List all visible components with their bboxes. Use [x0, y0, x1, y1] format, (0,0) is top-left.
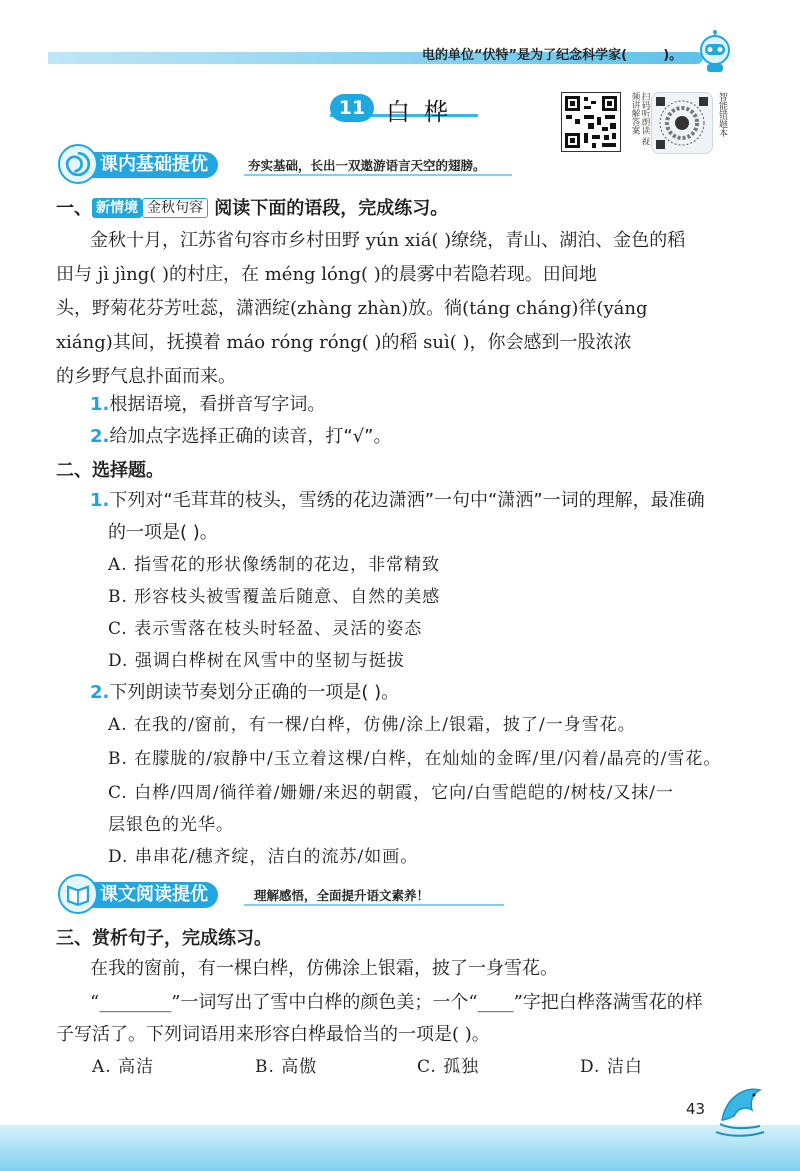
- choice-option-continuation: 层银色的光华。: [108, 815, 234, 835]
- choice-option[interactable]: C. 孤独: [417, 1057, 480, 1077]
- dolphin-icon: [712, 1080, 768, 1140]
- q3-body: 子写活了。下列词语用来形容白桦最恰当的一项是( )。: [56, 1024, 490, 1045]
- q1-sub-item: 2.给加点字选择正确的读音，打“√”。: [90, 426, 392, 447]
- passage-line: 田与 jì jìng( )的村庄，在 méng lóng( )的晨雾中若隐若现。田间地: [56, 264, 597, 285]
- passage-line: xiáng)其间，抚摸着 máo róng róng( )的稻 suì( )，你会感到一股浓浓: [56, 332, 632, 353]
- header-note: 电的单位“伏特”是为了纪念科学家( )。: [422, 48, 683, 63]
- q3-heading: 三、赏析句子，完成练习。: [56, 928, 272, 949]
- passage-line: 的乡野气息扑面而来。: [56, 366, 236, 387]
- choice-option[interactable]: B. 高傲: [255, 1057, 318, 1077]
- choice-option[interactable]: B. 形容枝头被雪覆盖后随意、自然的美感: [108, 587, 441, 607]
- passage-line: 金秋十月，江苏省句容市乡村田野 yún xiá( )缭绕，青山、湖泊、金色的稻: [90, 230, 686, 251]
- lesson-number-badge: 11: [330, 94, 374, 122]
- choice-option[interactable]: D. 洁白: [580, 1057, 643, 1077]
- quoted-sentence: 在我的窗前，有一棵白桦，仿佛涂上银霜，披了一身雪花。: [90, 958, 558, 979]
- section-header-reading: [64, 882, 514, 908]
- qr-caption: 扫码听朗读 视频讲解答案: [630, 92, 650, 146]
- choice-option[interactable]: A. 高洁: [92, 1057, 155, 1077]
- section-label: 课文阅读提优: [64, 882, 218, 908]
- q1-heading: [56, 194, 448, 220]
- choice-option[interactable]: C. 表示雪落在枝头时轻盈、灵活的姿态: [108, 619, 423, 639]
- q2-heading: 二、选择题。: [56, 460, 164, 481]
- choice-option[interactable]: D. 强调白桦树在风雪中的坚韧与挺拔: [108, 651, 405, 671]
- q2-item-stem: 2.下列朗读节奏划分正确的一项是( )。: [90, 682, 400, 703]
- section-underline: [244, 174, 512, 176]
- q2-item-stem: 的一项是( )。: [108, 522, 218, 543]
- page-number: 43: [686, 1100, 706, 1118]
- q1-sub-item: 1.根据语境，看拼音写字词。: [90, 394, 326, 415]
- choice-option[interactable]: A. 在我的/窗前，有一棵/白桦，仿佛/涂上/银霜，披了/一身雪花。: [108, 715, 636, 735]
- choice-option[interactable]: D. 串串花/穗齐绽，洁白的流苏/如画。: [108, 847, 419, 867]
- footer-band: [0, 1125, 800, 1171]
- choice-option[interactable]: C. 白桦/四周/徜徉着/姗姗/来迟的朝霞，它向/白雪皑皑的/树枝/又抹/一: [108, 783, 675, 803]
- tag-topic: 金秋句容: [142, 198, 208, 218]
- q3-body: “________”一词写出了雪中白桦的颜色美；一个“____”字把白桦落满雪花的样: [90, 992, 703, 1013]
- qr-code-icon[interactable]: [561, 92, 621, 152]
- section-underline: [244, 904, 504, 906]
- section-header-basics: [64, 152, 514, 178]
- book-icon: [58, 874, 98, 914]
- lesson-title: 白桦: [386, 98, 462, 126]
- passage-line: 头，野菊花芬芳吐蕊，潇洒绽(zhàng zhàn)放。徜(táng cháng)徉(yáng: [56, 298, 648, 319]
- robot-mascot-icon: [693, 30, 737, 74]
- qr2-caption: 智能错题本: [717, 92, 727, 137]
- section-label: 课内基础提优: [64, 152, 218, 178]
- tag-new-context: 新情境: [92, 198, 142, 218]
- q2-item-stem: 1.下列对“毛茸茸的枝头，雪绣的花边潇洒”一句中“潇洒”一词的理解，最准确: [90, 490, 705, 511]
- choice-option[interactable]: A. 指雪花的形状像绣制的花边，非常精致: [108, 555, 441, 575]
- wrong-book-qr-icon[interactable]: [651, 92, 713, 154]
- section-tip: 理解感悟，全面提升语文素养！: [254, 888, 430, 903]
- swirl-icon: [58, 144, 98, 184]
- section-tip: 夯实基础，长出一双遨游语言天空的翅膀。: [248, 158, 486, 173]
- q1-instruction: 阅读下面的语段，完成练习。: [214, 198, 449, 219]
- choice-option[interactable]: B. 在朦胧的/寂静中/玉立着这棵/白桦，在灿灿的金晖/里/闪着/晶亮的/雪花。: [108, 749, 722, 769]
- q1-number: 一、: [56, 198, 92, 219]
